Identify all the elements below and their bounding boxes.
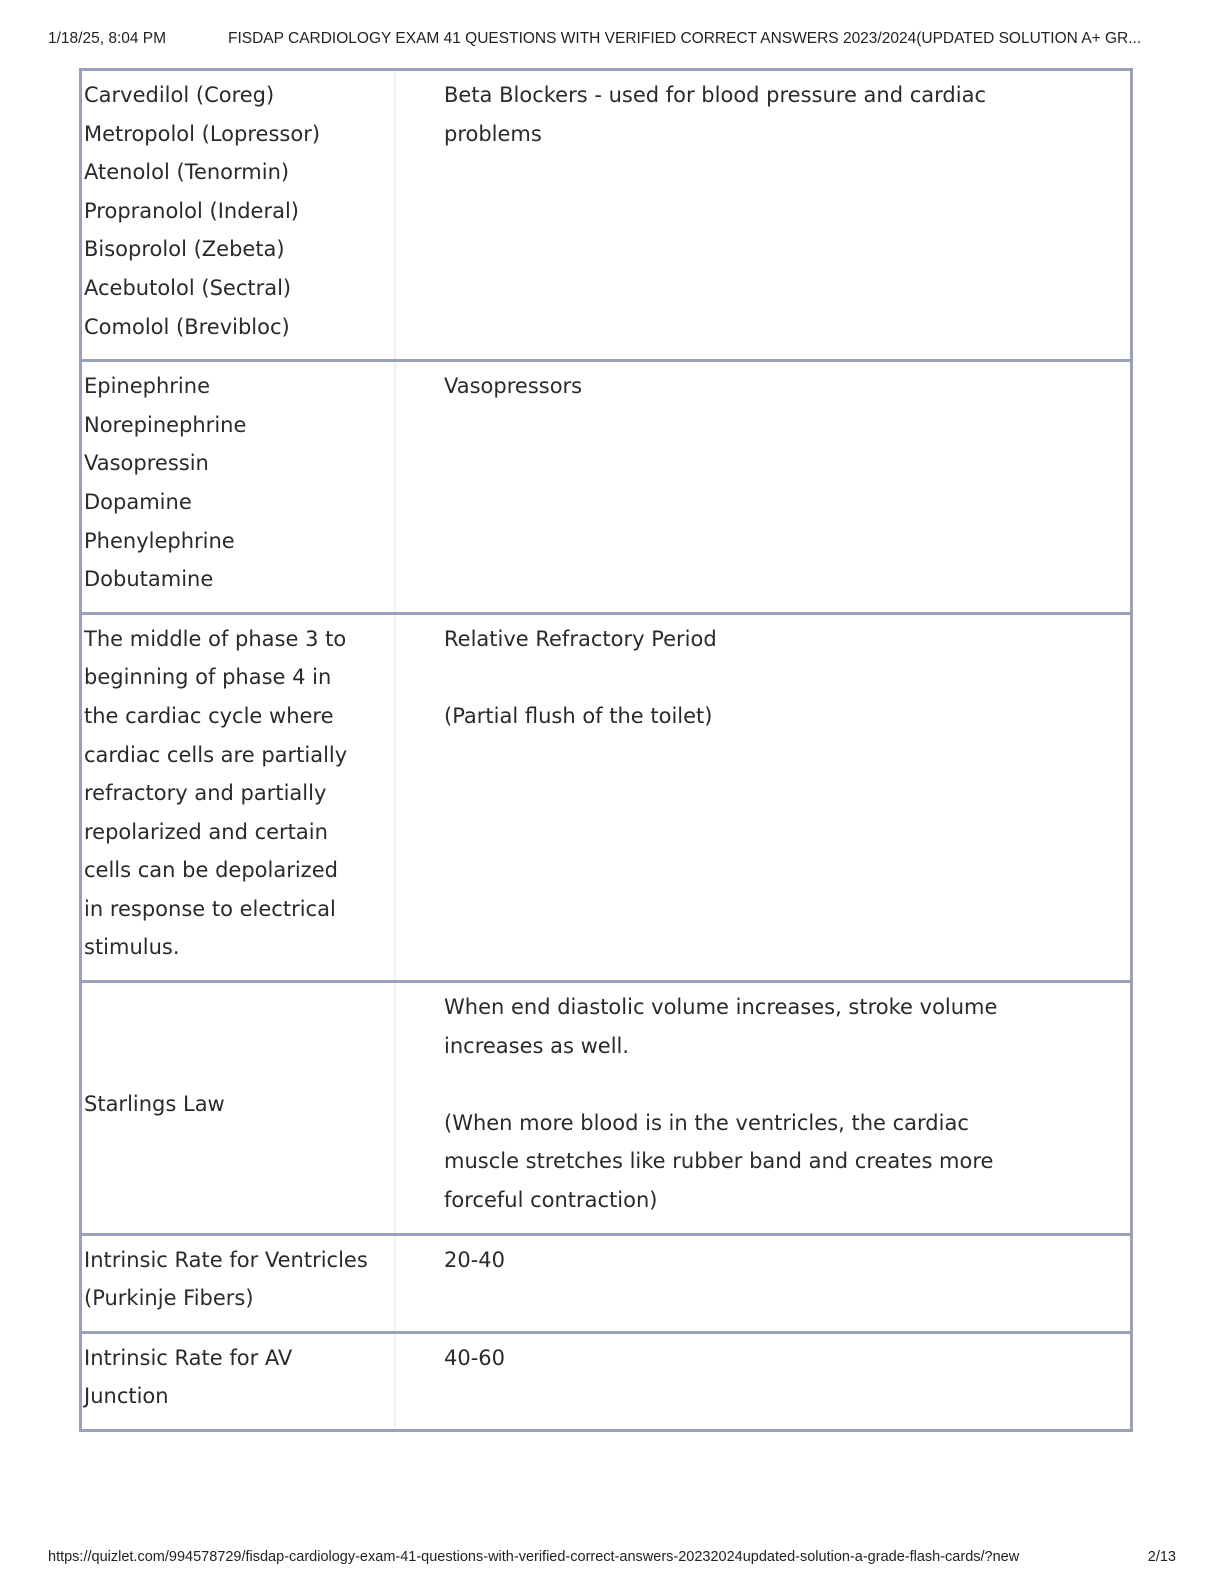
term-cell — [82, 615, 396, 980]
definition-line: problems — [444, 121, 542, 146]
flashcard-row — [82, 362, 1130, 615]
paragraph-gap — [444, 1065, 1110, 1104]
flashcard-row — [82, 71, 1130, 362]
term-line: Carvedilol (Coreg) — [84, 83, 275, 107]
term-line: Norepinephrine — [84, 412, 247, 437]
paragraph-gap — [444, 658, 1110, 697]
flashcard-row — [82, 615, 1130, 983]
term-line: (Purkinje Fibers) — [84, 1286, 254, 1311]
term-line: beginning of phase 4 in — [84, 665, 332, 690]
term-line: Comolol (Brevibloc) — [84, 314, 290, 339]
definition-cell — [396, 1334, 1130, 1429]
term-line: Vasopressin — [84, 451, 209, 476]
definition-line: (When more blood is in the ventricles, the cardiac — [444, 1110, 969, 1135]
term-line: refractory and partially — [84, 781, 327, 806]
definition-cell — [396, 615, 1130, 980]
term-line: in response to electrical — [84, 896, 336, 921]
term-line: The middle of phase 3 to — [84, 626, 347, 651]
term-line: Junction — [84, 1384, 169, 1409]
term-line: Phenylephrine — [84, 528, 235, 553]
term-line: the cardiac cycle where — [84, 703, 334, 728]
term-line: Dobutamine — [84, 567, 214, 592]
term-line: Epinephrine — [84, 374, 210, 399]
definition-line: 20-40 — [444, 1247, 506, 1272]
page-number: 2/13 — [1147, 1549, 1176, 1565]
term-line: Metropolol (Lopressor) — [84, 121, 321, 146]
term-line: cardiac cells are partially — [84, 742, 348, 767]
term-cell — [82, 362, 396, 612]
definition-cell — [396, 71, 1130, 359]
term-line: Propranolol (Inderal) — [84, 198, 299, 223]
term-line: Starlings Law — [84, 1091, 225, 1116]
flashcard-row — [82, 1236, 1130, 1334]
definition-line: (Partial flush of the toilet) — [444, 703, 713, 728]
flashcard-row — [82, 983, 1130, 1236]
term-line: Intrinsic Rate for Ventricles — [84, 1247, 368, 1272]
flashcard-table — [79, 68, 1133, 1432]
definition-line: forceful contraction) — [444, 1188, 658, 1213]
term-line: Dopamine — [84, 489, 192, 514]
term-line: Acebutolol (Sectral) — [84, 275, 292, 300]
term-line: Bisoprolol (Zebeta) — [84, 237, 285, 262]
definition-line: Vasopressors — [444, 374, 583, 399]
definition-cell — [396, 1236, 1130, 1331]
term-line: Intrinsic Rate for AV — [84, 1345, 293, 1370]
page-url: https://quizlet.com/994578729/fisdap-cardiology-exam-41-questions-with-verified-correct-answers-20232024updated-solution-a-grade-flash-cards/?new — [48, 1549, 1020, 1565]
term-cell — [82, 1236, 396, 1331]
print-date: 1/18/25, 8:04 PM — [48, 30, 167, 47]
term-line: repolarized and certain — [84, 819, 328, 844]
term-line: cells can be depolarized — [84, 858, 338, 883]
term-cell — [82, 1334, 396, 1429]
flashcard-row — [82, 1334, 1130, 1429]
definition-line: increases as well. — [444, 1033, 630, 1058]
term-cell — [82, 71, 396, 359]
definition-cell — [396, 983, 1130, 1233]
definition-line: 40-60 — [444, 1345, 506, 1370]
definition-cell — [396, 362, 1130, 612]
document-title: FISDAP CARDIOLOGY EXAM 41 QUESTIONS WITH VERIFIED CORRECT ANSWERS 2023/2024(UPDATED SOLUTION A+ GR... — [228, 30, 1142, 47]
term-cell — [82, 983, 396, 1233]
definition-line: Relative Refractory Period — [444, 626, 717, 651]
definition-line: Beta Blockers - used for blood pressure and cardiac — [444, 83, 986, 107]
term-line: Atenolol (Tenormin) — [84, 160, 290, 185]
definition-line: muscle stretches like rubber band and creates more — [444, 1149, 994, 1174]
definition-line: When end diastolic volume increases, stroke volume — [444, 995, 998, 1020]
term-line: stimulus. — [84, 935, 180, 960]
